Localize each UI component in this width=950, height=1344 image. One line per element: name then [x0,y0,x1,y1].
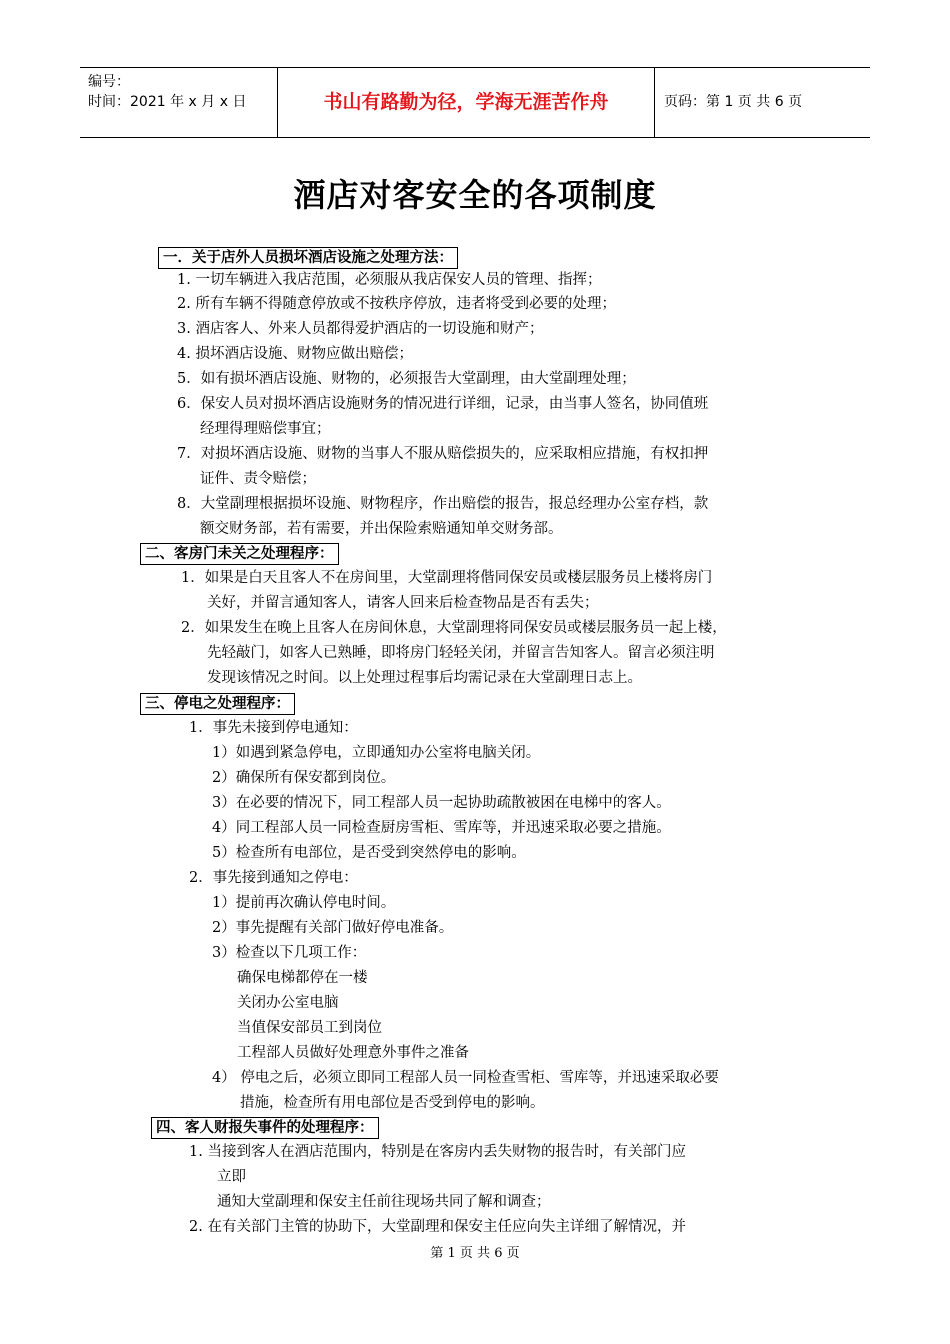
header-page-info: 页码：第 1 页 共 6 页 [664,94,803,110]
list-item: 3. 酒店客人、外来人员都得爱护酒店的一切设施和财产； [177,321,544,337]
section-heading: 三、停电之处理程序： [140,693,295,715]
list-item: 1. 当接到客人在酒店范围内，特别是在客房内丢失财物的报告时，有关部门应 [189,1144,686,1160]
list-item: 2．事先接到通知之停电： [189,870,358,886]
document-title: 酒店对客安全的各项制度 [293,176,657,214]
sub-list-item-continuation: 措施，检查所有用电部位是否受到停电的影响。 [240,1095,545,1111]
list-item-continuation: 证件、责令赔偿； [200,471,316,487]
list-item: 7．对损坏酒店设施、财物的当事人不服从赔偿损失的，应采取相应措施，有权扣押 [177,446,709,462]
list-item: 1. 一切车辆进入我店范围，必须服从我店保安人员的管理、指挥； [177,272,602,288]
list-item-continuation: 立即 [217,1169,246,1185]
checklist-item: 关闭办公室电脑 [237,995,339,1011]
doc-date: 时间：2021 年 x 月 x 日 [88,94,247,110]
sub-list-item: 2）事先提醒有关部门做好停电准备。 [212,920,454,936]
list-item-continuation: 先轻敲门，如客人已熟睡，即将房门轻轻关闭，并留言告知客人。留言必须注明 [207,645,715,661]
list-item-continuation: 经理得理赔偿事宜； [200,421,331,437]
list-item: 2. 所有车辆不得随意停放或不按秩序停放，违者将受到必要的处理； [177,296,616,312]
list-item: 5．如有损坏酒店设施、财物的，必须报告大堂副理，由大堂副理处理； [177,371,636,387]
sub-list-item: 4） 停电之后，必须立即同工程部人员一同检查雪柜、雪库等，并迅速采取必要 [212,1070,719,1086]
header-meta-cell [80,68,278,137]
list-item-continuation: 额交财务部，若有需要，并出保险索赔通知单交财务部。 [200,521,563,537]
sub-list-item: 4）同工程部人员一同检查厨房雪柜、雪库等，并迅速采取必要之措施。 [212,820,671,836]
list-item-continuation: 通知大堂副理和保安主任前往现场共同了解和调查； [217,1194,551,1210]
list-item: 2．如果发生在晚上且客人在房间休息，大堂副理将同保安员或楼层服务员一起上楼， [181,620,727,636]
list-item-continuation: 关好，并留言通知客人，请客人回来后检查物品是否有丢失； [207,595,599,611]
doc-number-label: 编号： [88,74,130,90]
header-motto: 书山有路勤为径，学海无涯苦作舟 [278,68,655,137]
list-item: 8．大堂副理根据损坏设施、财物程序，作出赔偿的报告，报总经理办公室存档，款 [177,496,709,512]
list-item: 2. 在有关部门主管的协助下，大堂副理和保安主任应向失主详细了解情况，并 [189,1219,686,1235]
section-heading: 四、客人财报失事件的处理程序： [151,1117,379,1139]
sub-list-item: 2）确保所有保安都到岗位。 [212,770,396,786]
checklist-item: 工程部人员做好处理意外事件之准备 [237,1045,469,1061]
sub-list-item: 3）在必要的情况下，同工程部人员一起协助疏散被困在电梯中的客人。 [212,795,671,811]
header-table [80,67,870,138]
section-heading: 一．关于店外人员损坏酒店设施之处理方法： [158,247,458,269]
page-footer: 第 1 页 共 6 页 [430,1246,520,1261]
sub-list-item: 3）检查以下几项工作： [212,945,367,961]
list-item: 4. 损坏酒店设施、财物应做出赔偿； [177,346,413,362]
sub-list-item: 5）检查所有电部位，是否受到突然停电的影响。 [212,845,526,861]
checklist-item: 确保电梯都停在一楼 [237,970,368,986]
sub-list-item: 1）如遇到紧急停电，立即通知办公室将电脑关闭。 [212,745,541,761]
sub-list-item: 1）提前再次确认停电时间。 [212,895,396,911]
list-item: 1．事先未接到停电通知： [189,720,358,736]
list-item-continuation: 发现该情况之时间。以上处理过程事后均需记录在大堂副理日志上。 [207,670,642,686]
checklist-item: 当值保安部员工到岗位 [237,1020,382,1036]
list-item: 6．保安人员对损坏酒店设施财务的情况进行详细，记录，由当事人签名，协同值班 [177,396,709,412]
list-item: 1．如果是白天且客人不在房间里，大堂副理将偕同保安员或楼层服务员上楼将房门 [181,570,713,586]
section-heading: 二、客房门未关之处理程序： [140,543,339,565]
